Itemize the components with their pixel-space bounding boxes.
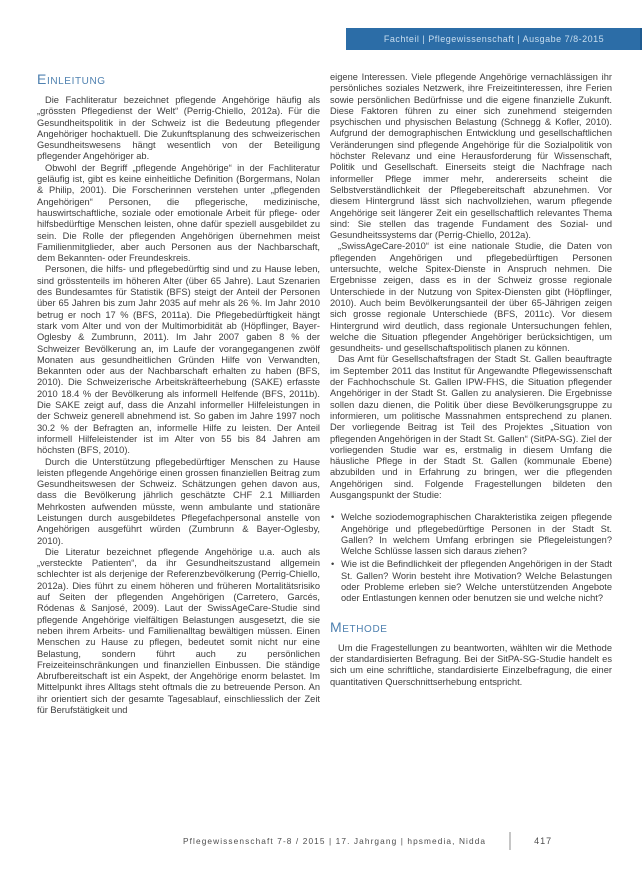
right-column <box>330 72 612 688</box>
paragraph: Die Fachliteratur bezeichnet pflegende Angehörige häufig als „grössten Pflegedienst der Welt“ (Perrig-Chiello, 2012a). Für die Gesundheitspolitik in der Schweiz ist die Bedeutung pflegender Angehöriger hochaktuell. Die Zukunftsplanung des schweizerischen Gesundheitswesens hängt wesentlich von der Beteiligung pflegender Angehöriger ab. <box>37 95 320 162</box>
header-bar <box>346 28 642 50</box>
header-bar-text: Fachteil | Pflegewissenschaft | Ausgabe 7/8-2015 <box>383 34 605 44</box>
footer-page-number: 417 <box>534 836 553 846</box>
research-question-item: • Welche soziodemographischen Charakteristika zeigen pflegende Angehörige und pflegebedürftige Personen in der Stadt St. Gallen? In welchem Umfang erbringen sie Pflegeleistungen? Welche Schlüsse lassen sich daraus ziehen? <box>330 512 612 557</box>
paragraph: Das Amt für Gesellschaftsfragen der Stadt St. Gallen beauftragte im September 2011 das Institut für Angewandte Pflegewissenschaft der Fachhochschule St. Gallen IPW-FHS, die Situation pflegender Angehöriger in der Stadt St. Gallen zu analysieren. Die Ergebnisse sollen dazu dienen, die Politik über diese Bevölkerungsgruppe zu informieren, um politische Massnahmen entsprechend zu planen. Der vorliegende Beitrag ist Teil des Projektes „Situation von pflegenden Angehörigen in der Stadt St. Gallen“ (SitPA-SG). Ziel der vorliegenden Studie war es, erstmalig in diesem Umfang die häusliche Pflege in der Stadt St. Gallen (kommunale Ebene) abzubilden und in Erfahrung zu bringen, wer die pflegenden Angehörigen sind. Folgende Fragestellungen bildeten den Ausgangspunkt der Studie: <box>330 354 612 500</box>
research-question-list <box>330 512 612 604</box>
paragraph: Die Literatur bezeichnet pflegende Angehörige u.a. auch als „versteckte Patienten“, da ihr Gesundheitszustand allgemein schlechter ist als derjenige der Referenzbevölkerung (Perrig-Chiello, 2012a). Dies führt zu einem höheren und früheren Mortalitätsrisiko auf Seiten der pflegenden Angehörigen (Carretero, Garcés, Ródenas & Sanjosé, 2009). Laut der SwissAgeCare-Studie sind pflegende Angehörige vielfältigen Belastungen ausgesetzt, die sie neben ihrem Arbeits- und Familienalltag bewältigen müssen. Einen Menschen zu Hause zu pflegen, bedeutet somit nicht nur eine Belastung, sondern führt auch zu persönlichen Freizeiteinschränkungen und finanziellen Einbussen. Die ständige Abrufbereitschaft ist ein Aspekt, der Angehörige enorm belastet. Im Mittelpunkt ihres Alltags steht oftmals die zu betreuende Person. An ihr orientiert sich der gesamte Tagesablauf, einschliesslich der Zeit für Berufstätigkeit und <box>37 546 320 716</box>
paragraph: Um die Fragestellungen zu beantworten, wählten wir die Methode der standardisierten Befragung. Bei der SitPA-SG-Studie handelt es sich um eine schriftliche, standardisierte Einzelbefragung, die einer quantitativen Querschnittserhebung entspricht. <box>330 642 612 687</box>
paragraph: eigene Interessen. Viele pflegende Angehörige vernachlässigen ihr persönliches soziales Netzwerk, ihre Freizeitinteressen, ihre Ferien sowie persönlichen Bedürfnisse und die eigene finanzielle Zukunft. Diese Faktoren führen zu einer sich zunehmend steigernden psychischen und physischen Belastung (Schnegg & Kofler, 2010). Aufgrund der demographischen Entwicklung und gesellschaftlichen Veränderungen sind pflegende Angehörige für die Sozialpolitik von höchster Relevanz und eine Herausforderung für Wissenschaft, Politik und Gesellschaft. Einerseits steigt die Nachfrage nach informeller Pflege immer mehr, andererseits scheint die Selbstverständlichkeit der Pflegebereitschaft abzunehmen. Vor diesem Hintergrund lässt sich nachvollziehen, warum pflegende Angehörige seit längerer Zeit ein gesellschaftlich relevantes Thema sind: Sie stellen das tragende Fundament des Sozial- und Gesundheitssystems dar (Perrig-Chiello, 2012a). <box>330 72 612 241</box>
paragraph: Personen, die hilfs- und pflegebedürftig sind und zu Hause leben, sind grösstenteils im höheren Alter (über 65 Jahre). Laut Szenarien des Bundesamtes für Statistik (BFS) steigt der Anteil der Personen über 65 Jahren bis zum Jahr 2035 auf mehr als 26 %. Im Jahr 2010 betrug er noch 17 % (BFS, 2011a). Die Pflegebedürftigkeit hängt stark vom Alter und von der Multimorbidität ab (Höpflinger, Bayer-Oglesby & Zumbrunn, 2011). Im Jahr 2007 gaben 8 % der Schweizer Bevölkerung an, im Laufe der vorangegangenen zwölf Monaten aus gesundheitlichen Gründen Hilfe von Verwandten, Bekannten oder aus der Nachbarschaft erhalten zu haben (BFS, 2010). Die Schweizerische Arbeitskräfteerhebung (SAKE) erfasste 2010 18.4 % der Bevölkerung als informell Helfende (BFS, 2011b). Die SAKE zeigt auf, dass die Anzahl informeller Hilfeleistungen in der Schweiz generell abnehmend ist. So gaben im Jahre 1997 noch 30.2 % der Befragten an, informelle Hilfe zu leisten. Der Anteil informell Hilfeleistender ist im Alter von 55 bis 84 Jahren am höchsten (BFS, 2010). <box>37 264 320 456</box>
footer-journal-line: Pflegewissenschaft 7-8 / 2015 | 17. Jahrgang | hpsmedia, Nidda <box>183 836 487 846</box>
research-question-item: • Wie ist die Befindlichkeit der pflegenden Angehörigen in der Stadt St. Gallen? Worin besteht ihre Motivation? Welche Belastungen oder Probleme erleben sie? Welche unterstützenden Angebote oder Entlastungen kennen oder benutzen sie und welche nicht? <box>330 559 612 604</box>
section-heading-methode: Methode <box>330 618 388 635</box>
paragraph: Durch die Unterstützung pflegebedürftiger Menschen zu Hause leisten pflegende Angehörige einen grossen finanziellen Beitrag zum Gesundheitswesen der Schweiz. Schätzungen gehen davon aus, dass die Bevölkerung jährlich geschätzte CHF 2.1 Milliarden Mehrkosten aufwenden müsste, wenn ambulante und stationäre Leistungen durch ausgebildetes Pflegefachpersonal anstelle von Angehörigen ausgeführt würden (Zumbrunn & Bayer-Oglesby, 2010). <box>37 456 320 546</box>
footer-divider <box>509 832 511 850</box>
paragraph: Obwohl der Begriff „pflegende Angehörige“ in der Fachliteratur geläufig ist, gibt es keine einheitliche Definition (Borgermans, Nolan & Philip, 2001). Die Forscherinnen verstehen unter „pflegenden Angehörigen“ Personen, die pflegerische, medizinische, hauswirtschaftliche, soziale oder emotionale Arbeit für pflege- oder hilfsbedürftige Menschen leisten, ohne dafür speziell ausgebildet zu sein. Die Rolle der pflegenden Angehörigen übernehmen meist Familienmitglieder, aber auch Personen aus der Nachbarschaft, dem Bekannten- oder Freundeskreis. <box>37 162 320 264</box>
page-footer <box>183 832 552 850</box>
section-heading-einleitung: Einleitung <box>37 71 106 87</box>
left-column <box>37 72 320 716</box>
paragraph: „SwissAgeCare-2010“ ist eine nationale Studie, die Daten von pflegenden Angehörigen und pflegebedürftigen Personen untersuchte, welche Spitex-Dienste in Anspruch nehmen. Die Ergebnisse zeigen, dass es in der Schweiz grosse regionale Unterschiede in der Nutzung von Spitex-Diensten gibt (Höpflinger, 2010). Auch beim Bevölkerungsanteil der über 65-Jährigen zeigen sich grosse regionale Unterschiede (BFS, 2011c). Vor diesem Hintergrund wird deutlich, dass regionale Untersuchungen fehlen, welche die Situation pflegender Angehöriger berücksichtigen, um gesundheits- und gesellschaftspolitisch planen zu können. <box>330 241 612 354</box>
